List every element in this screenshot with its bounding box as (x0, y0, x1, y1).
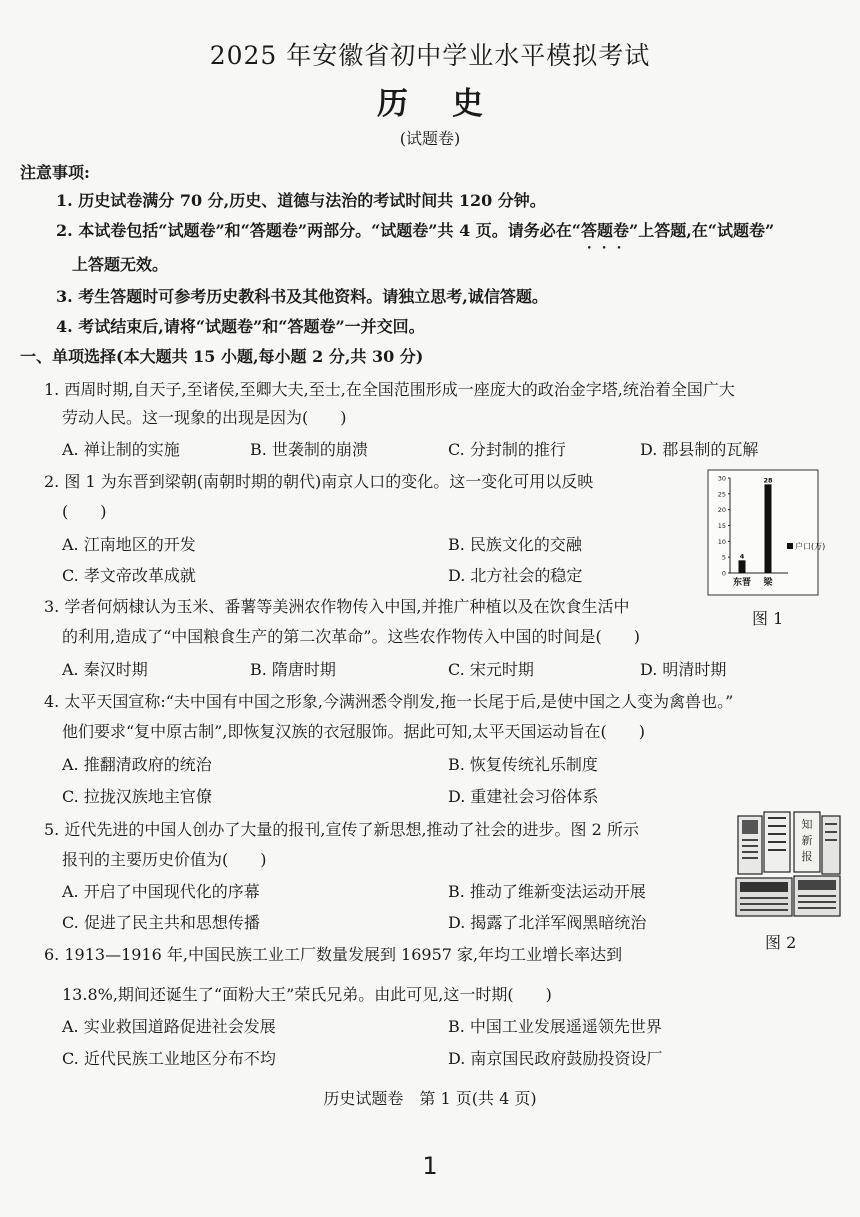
q3-option-a[interactable]: A. 秦汉时期 (62, 660, 148, 679)
q4-stem-1: 4. 太平天国宣称:“夫中国有中国之形象,今满洲悉令削发,拖一长尾于后,是使中国之人变为禽兽也。” (44, 692, 734, 711)
figure1-data-label: 28 (763, 476, 773, 485)
exam-title: 2025 年安徽省初中学业水平模拟考试 (209, 41, 651, 70)
q2-option-a[interactable]: A. 江南地区的开发 (62, 535, 196, 554)
figure2-newspaper-image (736, 810, 842, 920)
notice-heading: 注意事项: (20, 163, 90, 182)
figure1-caption: 图 1 (752, 609, 784, 628)
figure1-y-tick-label: 30 (717, 474, 726, 483)
notice-item-2: 2. 本试卷包括“试题卷”和“答题卷”两部分。“试题卷”共 4 页。请务必在“答题卷 • • •”上答题,在“试题卷” (56, 221, 774, 241)
q5-option-c[interactable]: C. 促进了民主共和思想传播 (62, 913, 260, 932)
notice-item-4: 4. 考试结束后,请将“试题卷”和“答题卷”一并交回。 (56, 317, 425, 336)
figure1-category-label: 梁 (763, 578, 773, 588)
newspaper-middle (764, 812, 790, 872)
q4-option-a[interactable]: A. 推翻清政府的统治 (62, 755, 212, 774)
q5-stem-2: 报刊的主要历史价值为( ) (62, 850, 267, 869)
paper-label-3: 报 (801, 850, 813, 863)
q6-option-c[interactable]: C. 近代民族工业地区分布不均 (62, 1049, 276, 1068)
figure1-y-tick-label: 15 (717, 522, 726, 530)
q5-option-d[interactable]: D. 揭露了北洋军阀黑暗统治 (448, 913, 647, 932)
figure1-y-tick-label: 20 (717, 506, 726, 515)
figure2-caption: 图 2 (765, 933, 797, 952)
figure1-y-tick-label: 25 (717, 490, 726, 499)
paper-label-2: 新 (801, 834, 813, 847)
q4-stem-2: 他们要求“复中原古制”,即恢复汉族的衣冠服饰。据此可知,太平天国运动旨在( ) (62, 722, 646, 741)
figure1-bar-梁 (765, 484, 772, 573)
q1-option-a[interactable]: A. 禅让制的实施 (62, 440, 180, 459)
newspaper-right (822, 816, 840, 874)
q6-stem-2: 13.8%,期间还诞生了“面粉大王”荣氏兄弟。由此可见,这一时期( ) (62, 985, 552, 1004)
figure1-y-tick-label: 0 (721, 569, 726, 578)
q3-stem-2: 的利用,造成了“中国粮食生产的第二次革命”。这些农作物传入中国的时间是( ) (62, 627, 640, 646)
paper-label-1: 知 (801, 818, 813, 831)
subject-title: 历史 (377, 86, 527, 122)
page-number: 1 (422, 1152, 438, 1180)
notice-item-1: 1. 历史试卷满分 70 分,历史、道德与法治的考试时间共 120 分钟。 (56, 191, 546, 210)
q6-option-a[interactable]: A. 实业救国道路促进社会发展 (62, 1017, 276, 1036)
newspaper-bottom (736, 876, 840, 916)
paper-type: (试题卷) (399, 129, 461, 148)
q2-stem-1: 2. 图 1 为东晋到梁朝(南朝时期的朝代)南京人口的变化。这一变化可用以反映 (44, 472, 594, 491)
notice-item-3: 3. 考生答题时可参考历史教科书及其他资料。请独立思考,诚信答题。 (56, 287, 548, 306)
q3-option-d[interactable]: D. 明清时期 (640, 660, 727, 679)
page-footer: 历史试题卷 第 1 页(共 4 页) (323, 1089, 537, 1108)
q6-stem-1: 6. 1913—1916 年,中国民族工业工厂数量发展到 16957 家,年均工业增长率达到 (44, 945, 623, 964)
q4-option-c[interactable]: C. 拉拢汉族地主官僚 (62, 787, 212, 806)
newspaper-zhixinbao (794, 812, 820, 872)
figure1-category-label: 东晋 (732, 578, 752, 588)
q1-option-d[interactable]: D. 郡县制的瓦解 (640, 440, 759, 459)
notice-item-2-cont: 上答题无效。 (72, 255, 169, 274)
q3-option-c[interactable]: C. 宋元时期 (448, 660, 534, 679)
q2-option-b[interactable]: B. 民族文化的交融 (448, 535, 582, 554)
q5-option-b[interactable]: B. 推动了维新变法运动开展 (448, 882, 646, 901)
figure1-legend-swatch (787, 543, 793, 549)
q1-option-b[interactable]: B. 世袭制的崩溃 (250, 440, 368, 459)
figure1-y-tick-label: 10 (717, 537, 726, 546)
q5-option-a[interactable]: A. 开启了中国现代化的序幕 (62, 882, 260, 901)
q3-option-b[interactable]: B. 隋唐时期 (250, 660, 336, 679)
q1-stem-1: 1. 西周时期,自天子,至诸侯,至卿大夫,至士,在全国范围形成一座庞大的政治金字塔,统治着全国广大 (44, 380, 735, 399)
q1-option-c[interactable]: C. 分封制的推行 (448, 440, 566, 459)
q6-option-d[interactable]: D. 南京国民政府鼓励投资设厂 (448, 1049, 663, 1068)
figure1-data-label: 4 (739, 552, 745, 561)
q2-option-c[interactable]: C. 孝文帝改革成就 (62, 566, 196, 585)
q6-option-b[interactable]: B. 中国工业发展遥遥领先世界 (448, 1017, 662, 1036)
figure1-bar-东晋 (739, 560, 746, 573)
q5-stem-1: 5. 近代先进的中国人创办了大量的报刊,宣传了新思想,推动了社会的进步。图 2 所示 (44, 820, 639, 839)
emphasis-answer-sheet: 答题卷 • • • (581, 221, 629, 240)
q4-option-b[interactable]: B. 恢复传统礼乐制度 (448, 755, 598, 774)
figure1-bar-chart (708, 470, 826, 595)
q4-option-d[interactable]: D. 重建社会习俗体系 (448, 787, 599, 806)
q3-stem-1: 3. 学者何炳棣认为玉米、番薯等美洲农作物传入中国,并推广种植以及在饮食生活中 (44, 597, 630, 616)
q2-stem-2: ( ) (62, 502, 107, 521)
newspaper-left (738, 816, 762, 874)
figure1-y-tick-label: 5 (721, 553, 726, 562)
figure1-legend-label: 户口(万) (795, 542, 826, 551)
q1-stem-2: 劳动人民。这一现象的出现是因为( ) (62, 408, 347, 427)
q2-option-d[interactable]: D. 北方社会的稳定 (448, 566, 583, 585)
section-heading: 一、单项选择(本大题共 15 小题,每小题 2 分,共 30 分) (20, 347, 424, 366)
